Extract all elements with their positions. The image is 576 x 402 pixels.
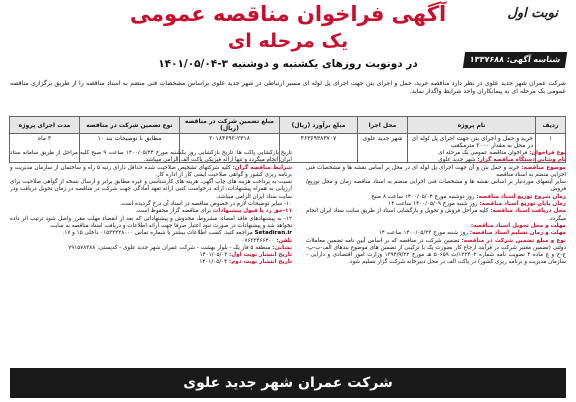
footer-company-banner: شرکت عمران شهر جدید علوی <box>10 368 566 398</box>
term-text: ۱۰- سایر توضیحات لازم در خصوص مناقصه در اسناد آن درج گردیده است. <box>119 201 292 208</box>
term-label: نام وشانی دستگاه مناقصه گزار: <box>477 157 566 164</box>
setadiran-link[interactable]: Setadiran.ir <box>254 230 292 237</box>
term-label: مهلت و محل تحویل اسناد مناقصه: <box>470 222 566 229</box>
col-header-duration: مدت اجرای پروژه <box>10 117 80 134</box>
term-text: تاریخ بازگشایی پاکت ها: تاریخ بازگشایی روز یکشنبه مورخ ۱۴۰۰/۰۵/۲۴ ساعت ۹ صبح کلیه مراحل از طریق سامانه ستاد ایران انجام میگردد و تنها ارائه فیزیکی پاکت الف الزامی میباشد. <box>10 150 292 164</box>
notice-id-badge: شناسه آگهی: ۱۳۳۷۶۸۸ <box>463 52 567 68</box>
col-header-project-name: نام پروژه <box>408 117 536 134</box>
site-link-line <box>10 230 292 237</box>
term-text: ۰۷۶۳۳۴۶۶۴۰۰ <box>241 237 277 244</box>
cell-row-number: ۱ <box>536 134 566 163</box>
term-text: ۱۴۰۱/۰۵/۰۳ <box>199 252 230 259</box>
cell-project-name: خرید و حمل و اجرای بتن جهت اجرای پل لوله ای در محل به مقدار ۲۰۰۰ مترمکعب <box>408 134 536 163</box>
cell-estimate: ۴۶۳۶۹۳۸۳۷۰۷ <box>280 134 358 163</box>
col-header-estimate: مبلغ برآورد (ریال) <box>280 117 358 134</box>
term-item <box>10 245 292 252</box>
table-header-row <box>10 117 566 134</box>
term-text: سایر آیتمهای موردنیاز بر اساس نقشه ها و مشخصات فنی اجرایی منضم به اسناد مناقصه زمان و محل توزیع/فروش <box>306 179 566 193</box>
term-label: ۱۱-حق رد یا قبول پیشنهادات <box>212 208 292 215</box>
term-text: ۱۴۰۱/۰۵/۰۴ <box>199 259 229 266</box>
term-text: منطقه ۵ فاز یک - بلوار بهشت - شرکت عمران شهر جدید علوی - کدپستی: ۷۹۱۵۷۸۳۸۸ <box>68 244 273 251</box>
term-label: نوع فراخوان: <box>529 150 566 156</box>
term-item <box>10 150 292 165</box>
term-item <box>306 194 566 201</box>
term-item <box>306 223 566 230</box>
col-header-guarantee-type: نوع تضمین شرکت در مناقصه <box>80 117 180 134</box>
term-label: زمان پایان توزیع اسناد مناقصه: <box>479 201 566 208</box>
term-item <box>10 216 292 231</box>
term-item <box>306 165 566 180</box>
intro-paragraph: شرکت عمران شهر جدید علوی در نظر دارد مناقصه خرید، حمل و اجرای بتن جهت اجرای پل لوله ای مسیر ارتباطی در شهر جدید علوی براساس مشخصات فنی منضم به اسناد مناقصه را از طریق برگزاری مناقصه عمومی یک مرحله ای به پیمانکاران واجد شرایط واگذار نماید. <box>10 80 566 96</box>
term-text: فراخوان مناقصه عمومی یک مرحله ای <box>438 150 530 156</box>
term-label: مهلت و زمان تسلیم اسناد مناقصه: <box>469 230 566 237</box>
term-item <box>10 208 292 215</box>
notice-title: آگهی فراخوان مناقصه عمومی <box>129 2 447 26</box>
turn-label: نوبت اول <box>507 6 558 21</box>
term-item <box>10 238 292 245</box>
terms-column-right <box>306 150 566 362</box>
term-label: تاریخ انتشار نوبت اول: <box>229 252 292 259</box>
publication-dates: در دونوبت روزهای یکشنبه و دوشنبه ۳-۱۴۰۱/۰۵/۰۴ <box>158 58 418 70</box>
term-label: زمان شروع توزیع اسناد مناقصه: <box>476 193 566 200</box>
term-text: ۱۲- به پیشنهادهای فاقد امضاء، مشروط، مخدوش و پیشنهاداتی که بعد از انقضاء مهلت مقرر واصل شود ترتیب اثر داده نخواهد شد و پیشنهادات در صورت نبود اعتبار صرفا جهت ارائه اطلاعات و دریافت اسناد مناقصه به سایت <box>10 215 292 229</box>
term-item <box>10 259 292 266</box>
term-text: روز شنبه مورخ ۱۴۰۰/۰۵/۰۹ ساعت ۱۴ <box>388 201 480 208</box>
term-label: تاریخ انتشار نوبت دوم: <box>228 259 292 266</box>
term-item <box>306 179 566 194</box>
col-header-location: محل اجرا <box>358 117 408 134</box>
term-text: خرید و حمل بتن و آن جهت اجرای پل لوله ای در محل بر اساس نقشه ها و مشخصات فنی اجرایی منضم به اسناد مناقصه <box>306 164 566 178</box>
col-header-row-number: ردیف <box>536 117 566 134</box>
term-item <box>10 179 292 201</box>
cell-duration: ۳ ماه <box>10 134 80 163</box>
term-item <box>10 165 292 180</box>
term-item <box>306 230 566 237</box>
terms-column-left <box>10 150 292 362</box>
cell-location: شهر جدید علوی <box>358 134 408 163</box>
term-item <box>306 208 566 223</box>
term-label: شرایط مناقصه گران: <box>232 164 292 171</box>
term-item <box>306 157 566 164</box>
term-label: محل دریافت اسناد مناقصه: <box>490 208 566 215</box>
term-text: کلیه شرکتهای تشخیص صلاحیت شده حداقل دارای رتبه ۵ راه و ساختمان از سازمان مدیریت و برنامه ریزی کشور و گواهی صلاحیت ایمنی کار از اداره کار. <box>10 164 292 178</box>
term-text: روز شنبه مورخ ۱۴۰۰/۰۵/۲۳ ساعت ۱۴ <box>378 230 470 237</box>
term-text: تضمین شرکت در مناقصه که بر اساس آیین نامه تضمین معاملات دولتی (تضمین معتبر شرکت در فرآیند ارجاع کار بصورت یک یا ترکیبی از تضمین های موضوع بندهای الف-ب-پ-ج-ح و چ ماده ۴ تصویب نامه شماره ۱۲۳۴۰۲/ت ۵۰۶۵۹ هـ مورخ ۱۳۹۴/۹/۲۲ وزارت امور اقتصادی و دارایی - سازمان مدیریت و برنامه ریزی کشور) در پاکت الف در محل دبیرخانه شرکت گزار تسلیم شود. <box>306 237 566 266</box>
term-label: تلفن: <box>276 237 292 244</box>
col-header-guarantee-amount: مبلغ تضمین شرکت در مناقصه (ریال) <box>180 117 280 134</box>
term-item <box>306 238 566 267</box>
term-label: نوع و مبلغ تضمین شرکت در مناقصه: <box>461 237 566 244</box>
cell-guarantee-amount: ۲۰۱۸۴۶۹۲-۲۳۱۸ <box>180 134 280 163</box>
term-text: کلیه مراحل فروش و تحویل و بارگشایی اسناد از طریق سایت ستاد ایران انجام میگردد. <box>306 208 566 222</box>
term-text: روز دوشنبه مورخ ۱۴۰۰/۰۵/۰۴ ساعت ۸ صبح <box>371 193 477 200</box>
term-text: نسبت به پرداخت هزینه های چاپ آگهی، هزینه های کارشناسی و غیره مطابق برابر و ارسال نسخه از گواهی صلاحیت برای ارزیابی به همراه پیشنهادات، ارائه درخواست کتبی ارائه تعهد آمادگی جهت شرکت در مناقصه در زمان تحویل دریافت ودر سایت ستاد ایران الزامی میباشد. <box>10 179 292 200</box>
term-text: مراجعه کنید. کسب اطلاعات بیشتر با شماره تماس ۰۱۵۳۳۳۲۸۰۰۰ داخلی ۱۵ و ۱۷. <box>62 230 253 237</box>
term-label: موضوع مناقصه: <box>521 164 566 171</box>
term-text: شهر جدید علوی <box>438 157 478 164</box>
term-label: نشانی: <box>272 244 292 251</box>
term-item <box>10 252 292 259</box>
cell-guarantee-type: مطابق با توضیحات بند ۱۰ <box>80 134 180 163</box>
term-text: برای مناقصه گزار محفوظ است. <box>135 208 213 215</box>
notice-subtitle: یک مرحله ای <box>227 30 349 52</box>
